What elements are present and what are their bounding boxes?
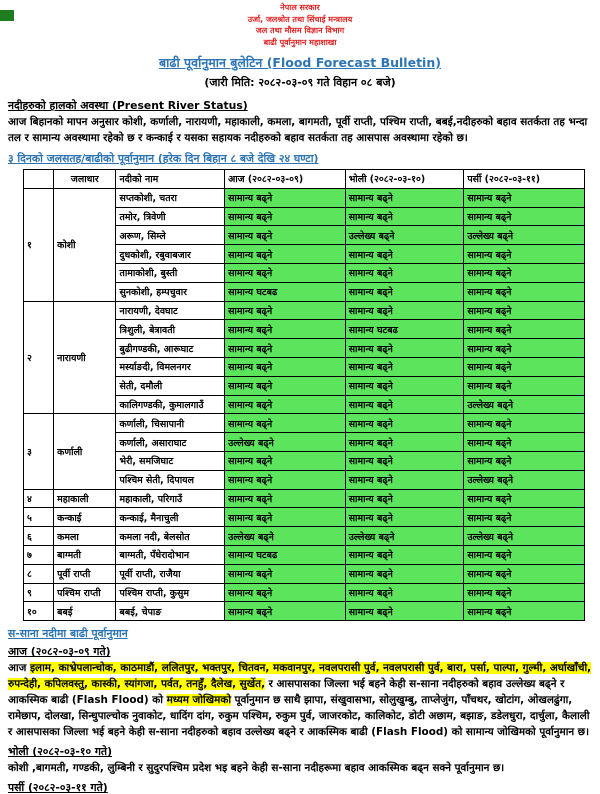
basin-serial-number: १ <box>24 188 54 301</box>
small-rivers-heading: स-साना नदीमा बाढी पूर्वानुमान <box>8 627 128 641</box>
basin-name: नारायणी <box>54 301 116 414</box>
forecast-value-cell: सामान्य बढ्ने <box>225 207 346 226</box>
present-river-status-heading: नदीहरुको हालको अवस्था (Present River Status) <box>8 99 248 112</box>
forecast-table-row <box>24 564 585 583</box>
basin-name: कर्णाली <box>54 414 116 489</box>
station-name: दुधकोशी, रबुवाबजार <box>116 245 225 264</box>
column-header-river-name: नदीको नाम <box>116 170 225 189</box>
forecast-value-cell: सामान्य बढ्ने <box>345 207 464 226</box>
forecast-value-cell: सामान्य बढ्ने <box>345 470 464 489</box>
basin-name: कन्काई <box>54 508 116 527</box>
station-name: कालिगण्डकी, कुमालगाउँ <box>116 395 225 414</box>
today-forecast-paragraph <box>8 660 592 740</box>
forecast-value-cell: सामान्य बढ्ने <box>225 489 346 508</box>
forecast-value-cell: सामान्य बढ्ने <box>345 508 464 527</box>
station-name: कमला नदी, बेलसोत <box>116 527 225 546</box>
forecast-value-cell: सामान्य बढ्ने <box>225 301 346 320</box>
forecast-value-cell: सामान्य बढ्ने <box>345 583 464 602</box>
present-river-status-paragraph: आज बिहानको मापन अनुसार कोशी, कर्णाली, नारायणी, महाकाली, कमला, बागमती, पूर्वी राप्ती, पश्चिम राप्ती, बबई,नदीहरुको बहाव सतर्कता तह भन्दा तल र सामान्य अवस्थामा रहेको छ र कन्काई र यसका सहायक नदीहरुको बहाव सतर्कता तह आसपास अवस्थामा रहेको छ। <box>8 116 588 144</box>
station-name: बबई, चेपाङ <box>116 602 225 621</box>
station-name: महाकाली, परिगाउँ <box>116 489 225 508</box>
three-day-forecast-heading: ३ दिनको जलसतह/बाढीको पूर्वानुमान (हरेक दिन बिहान ८ बजे देखि २४ घण्टा) <box>8 152 319 165</box>
station-name: पश्चिम राप्ती, कुसुम <box>116 583 225 602</box>
station-name: कन्काई, मैनाचुली <box>116 508 225 527</box>
bulletin-title: बाढी पूर्वानुमान बुलेटिन (Flood Forecast Bulletin) <box>159 55 441 70</box>
basin-name: कोशी <box>54 188 116 301</box>
basin-serial-number: ७ <box>24 545 54 564</box>
forecast-value-cell: सामान्य बढ्ने <box>464 545 585 564</box>
basin-serial-number: ९ <box>24 583 54 602</box>
basin-serial-number: २ <box>24 301 54 414</box>
highlighted-district-text: मध्यम जोखिमको <box>166 694 232 707</box>
forecast-value-cell: सामान्य बढ्ने <box>225 564 346 583</box>
forecast-value-cell: उल्लेख्य बढ्ने <box>464 395 585 414</box>
forecast-value-cell: सामान्य बढ्ने <box>464 357 585 376</box>
forecast-value-cell: सामान्य बढ्ने <box>225 602 346 621</box>
basin-name: महाकाली <box>54 489 116 508</box>
forecast-table-row <box>24 602 585 621</box>
station-name: कर्णाली, चिसापानी <box>116 414 225 433</box>
station-name: सप्तकोशी, चतरा <box>116 188 225 207</box>
forecast-value-cell: सामान्य बढ्ने <box>225 414 346 433</box>
forecast-value-cell: सामान्य बढ्ने <box>225 320 346 339</box>
column-header-basin: जलाधार <box>54 170 116 189</box>
forecast-table-header-row <box>24 170 585 189</box>
forecast-value-cell: सामान्य बढ्ने <box>345 339 464 358</box>
issued-date-line: (जारी मिति: २०८२-०३-०९ गते विहान ०८ बजे) <box>204 76 396 89</box>
forecast-table-row <box>24 414 585 433</box>
station-name: कर्णाली, असाराघाट <box>116 433 225 452</box>
station-name: नारायणी, देवघाट <box>116 301 225 320</box>
station-name: पूर्वी राप्ती, राजैया <box>116 564 225 583</box>
forecast-value-cell: सामान्य बढ्ने <box>464 320 585 339</box>
forecast-value-cell: सामान्य बढ्ने <box>345 414 464 433</box>
basin-serial-number: ३ <box>24 414 54 489</box>
org-line-division: बाढी पूर्वानुमान महाशाखा <box>263 37 337 47</box>
forecast-value-cell: सामान्य बढ्ने <box>225 451 346 470</box>
basin-name: पश्चिम राप्ती <box>54 583 116 602</box>
forecast-value-cell: सामान्य बढ्ने <box>345 564 464 583</box>
forecast-value-cell: सामान्य घटबढ <box>225 545 346 564</box>
station-name: त्रिशुली, बेत्रावती <box>116 320 225 339</box>
station-name: बुढीगण्डकी, आरूघाट <box>116 339 225 358</box>
forecast-value-cell: उल्लेख्य बढ्ने <box>464 527 585 546</box>
forecast-value-cell: सामान्य बढ्ने <box>345 245 464 264</box>
basin-serial-number: ४ <box>24 489 54 508</box>
forecast-value-cell: सामान्य बढ्ने <box>464 489 585 508</box>
forecast-value-cell: सामान्य बढ्ने <box>345 602 464 621</box>
column-header-today: आज (२०८२-०३-०९) <box>225 170 346 189</box>
forecast-value-cell: सामान्य बढ्ने <box>464 376 585 395</box>
basin-name: बाग्मती <box>54 545 116 564</box>
forecast-value-cell: सामान्य बढ्ने <box>464 301 585 320</box>
org-line-government: नेपाल सरकार <box>280 3 320 12</box>
org-header <box>0 0 600 48</box>
forecast-table-row <box>24 527 585 546</box>
column-header-serial <box>24 170 54 189</box>
forecast-value-cell: सामान्य बढ्ने <box>225 339 346 358</box>
basin-name: पूर्वी राप्ती <box>54 564 116 583</box>
forecast-value-cell: उल्लेख्य बढ्ने <box>225 433 346 452</box>
forecast-value-cell: सामान्य घटबढ <box>345 320 464 339</box>
forecast-table-row <box>24 188 585 207</box>
forecast-table-row <box>24 508 585 527</box>
forecast-value-cell: सामान्य बढ्ने <box>225 508 346 527</box>
forecast-value-cell: सामान्य बढ्ने <box>464 207 585 226</box>
forecast-value-cell: सामान्य बढ्ने <box>464 564 585 583</box>
forecast-value-cell: सामान्य बढ्ने <box>345 376 464 395</box>
forecast-value-cell: उल्लेख्य बढ्ने <box>225 527 346 546</box>
forecast-value-cell: सामान्य बढ्ने <box>225 263 346 282</box>
forecast-value-cell: सामान्य बढ्ने <box>345 188 464 207</box>
highlighted-district-text: इलाम, काभ्रेपलान्चोक, काठमाडौं, ललितपुर, भक्तपुर, चितवन, मकवानपुर, नवलपरासी पुर्व, नवलपरासी पुर्व, बारा, पर्सा, पाल्पा, गुल्मी, अर्घाखाँची, रुपन्देही, कपिलवस्तु, कास्की, स्यांगजा, पर्वत, तनहुँ, दैलेख, सुर्खेत, <box>8 662 592 691</box>
forecast-value-cell: सामान्य बढ्ने <box>464 508 585 527</box>
forecast-value-cell: सामान्य बढ्ने <box>225 395 346 414</box>
today-date-heading: आज (२०८२-०३-०९ गते) <box>8 645 111 659</box>
forecast-value-cell: उल्लेख्य बढ्ने <box>345 226 464 245</box>
forecast-value-cell: सामान्य बढ्ने <box>464 339 585 358</box>
org-line-ministry: उर्जा, जलश्रोत तथा सिंचाई मन्त्रालय <box>247 14 353 24</box>
column-header-tomorrow: भोली (२०८२-०३-१०) <box>345 170 464 189</box>
forecast-value-cell: सामान्य बढ्ने <box>225 470 346 489</box>
basin-serial-number: १० <box>24 602 54 621</box>
forecast-value-cell: सामान्य बढ्ने <box>225 226 346 245</box>
forecast-value-cell: सामान्य बढ्ने <box>464 583 585 602</box>
forecast-value-cell: सामान्य बढ्ने <box>464 188 585 207</box>
station-name: पश्चिम सेती, दिपायल <box>116 470 225 489</box>
basin-serial-number: ८ <box>24 564 54 583</box>
forecast-value-cell: सामान्य बढ्ने <box>345 395 464 414</box>
tomorrow-forecast-paragraph: कोशी ,बागमती, गण्डकी, लुम्बिनी र सुदुरपश्चिम प्रदेश भइ बहने केही स-साना नदीहरूमा बहाव आकस्मिक बढ्न सक्ने पूर्वानुमान छ। <box>8 762 505 775</box>
station-name: अरूण, सिम्ले <box>116 226 225 245</box>
forecast-value-cell: सामान्य बढ्ने <box>464 263 585 282</box>
forecast-value-cell: सामान्य बढ्ने <box>345 357 464 376</box>
column-header-dayafter: पर्सी (२०८२-०३-११) <box>464 170 585 189</box>
forecast-value-cell: सामान्य बढ्ने <box>225 357 346 376</box>
forecast-plain-text: पूर्वानुमान छ साथै झापा, संखुवासभा, सोलुखुम्बु, ताप्लेजुंग, पाँचथर, खोटांग, ओखलढुंगा, रामेछाप, दोलखा, सिन्धुपाल्चोक नुवाकोट, धादिंग दांग, रुकुम पश्चिम, रुकुम पुर्व, जाजरकोट, कालिकोट, डोटी अछाम, बझाङ, डडेलधुरा, दार्चुला, कैलाली र आसपासका जिल्ला भई बहने केही स-साना नदीहरुको बहाव उल्लेख्य बढ्ने र आकस्मिक बाढी (Flash Flood) को सामान्य जोखिमको पूर्वानुमान छ। <box>8 694 590 739</box>
forecast-value-cell: सामान्य बढ्ने <box>464 282 585 301</box>
forecast-value-cell: सामान्य बढ्ने <box>345 433 464 452</box>
forecast-value-cell: सामान्य बढ्ने <box>464 414 585 433</box>
forecast-value-cell: उल्लेख्य बढ्ने <box>345 527 464 546</box>
forecast-plain-text: आज <box>8 662 30 675</box>
forecast-value-cell: सामान्य घटबढ <box>225 282 346 301</box>
forecast-table-body <box>24 188 585 620</box>
forecast-table-row <box>24 489 585 508</box>
basin-name: कमला <box>54 527 116 546</box>
forecast-value-cell: सामान्य बढ्ने <box>464 602 585 621</box>
forecast-table-row <box>24 545 585 564</box>
station-name: सेती, दमौली <box>116 376 225 395</box>
forecast-table-row <box>24 583 585 602</box>
forecast-value-cell: सामान्य बढ्ने <box>345 282 464 301</box>
station-name: मर्स्याङदी, विमलनगर <box>116 357 225 376</box>
forecast-table <box>23 169 585 621</box>
basin-serial-number: ६ <box>24 527 54 546</box>
station-name: भेरी, समजिघाट <box>116 451 225 470</box>
forecast-value-cell: सामान्य बढ्ने <box>464 245 585 264</box>
corner-green-box <box>0 10 14 21</box>
forecast-value-cell: सामान्य बढ्ने <box>225 188 346 207</box>
station-name: तामाकोशी, बुस्ती <box>116 263 225 282</box>
forecast-value-cell: सामान्य बढ्ने <box>345 263 464 282</box>
forecast-value-cell: उल्लेख्य बढ्ने <box>464 470 585 489</box>
forecast-plain-text: र आसपासका जिल्ला भई बहने केही स-साना नदीहरुको बहाव उल्लेख्य बढ्ने र आकस्मिक बाढी (Flash Flood) को <box>8 678 565 707</box>
station-name: बाग्मती, पँधेरादोभान <box>116 545 225 564</box>
forecast-value-cell: सामान्य बढ्ने <box>464 451 585 470</box>
forecast-table-row <box>24 301 585 320</box>
forecast-value-cell: सामान्य बढ्ने <box>225 583 346 602</box>
forecast-value-cell: उल्लेख्य बढ्ने <box>464 226 585 245</box>
org-line-department: जल तथा मौसम विज्ञान विभाग <box>255 26 345 35</box>
forecast-value-cell: सामान्य बढ्ने <box>464 433 585 452</box>
forecast-value-cell: सामान्य बढ्ने <box>345 451 464 470</box>
basin-name: बबई <box>54 602 116 621</box>
forecast-value-cell: सामान्य बढ्ने <box>345 489 464 508</box>
tomorrow-date-heading: भोली (२०८२-०३-१० गते) <box>8 745 112 759</box>
station-name: सुनकोशी, हम्पचुवार <box>116 282 225 301</box>
forecast-value-cell: सामान्य बढ्ने <box>345 545 464 564</box>
basin-serial-number: ५ <box>24 508 54 527</box>
station-name: तमोर, त्रिवेणी <box>116 207 225 226</box>
forecast-value-cell: सामान्य बढ्ने <box>345 301 464 320</box>
dayafter-date-heading: पर्सी (२०८२-०३-११ गते) <box>8 781 108 794</box>
forecast-value-cell: सामान्य बढ्ने <box>225 376 346 395</box>
forecast-value-cell: सामान्य बढ्ने <box>225 245 346 264</box>
